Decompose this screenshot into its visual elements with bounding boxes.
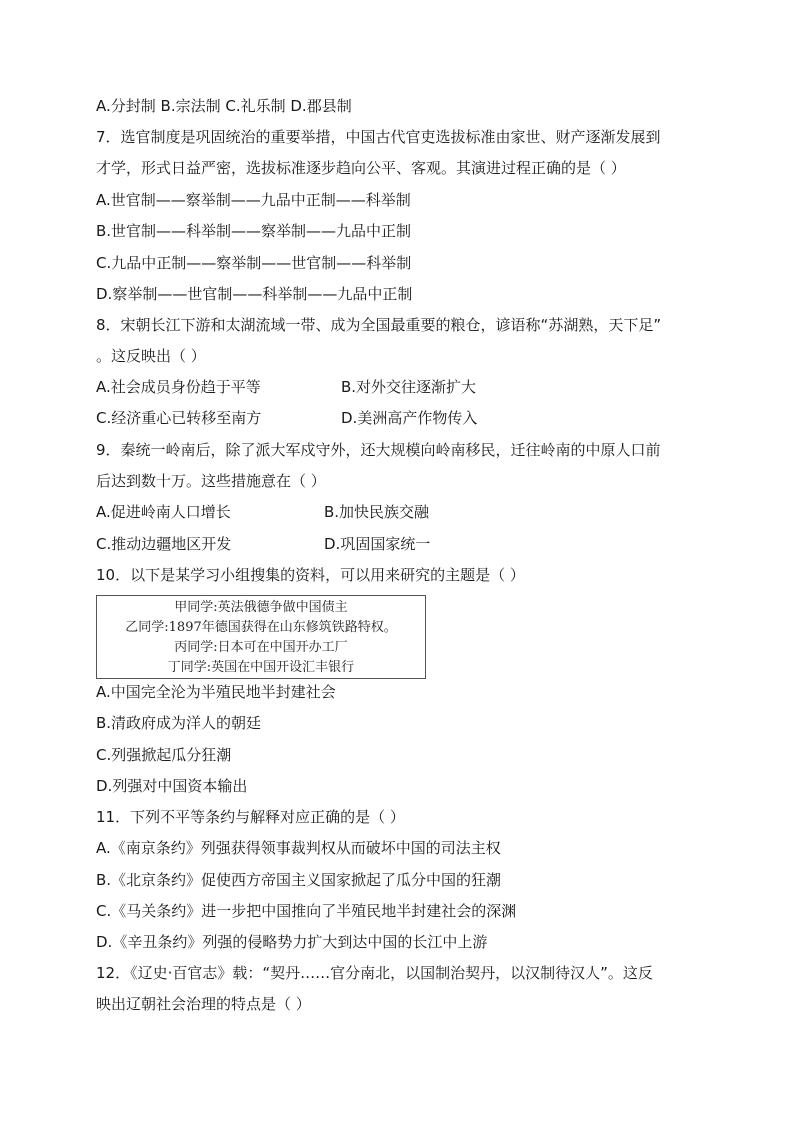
q7-option-c: C.九品中正制——察举制——世官制——科举制: [96, 254, 412, 272]
q9-option-d: D.巩固国家统一: [324, 535, 431, 553]
q10-material-line: 丙同学:日本可在中国开办工厂: [174, 640, 348, 655]
q7-option-b: B.世官制——科举制——察举制——九品中正制: [96, 222, 412, 240]
q6-options: A.分封制 B.宗法制 C.礼乐制 D.郡县制: [96, 97, 352, 115]
q10-material-box: [96, 595, 426, 679]
q7-stem-line-1: 7．选官制度是巩固统治的重要举措，中国古代官吏选拔标准由家世、财产逐渐发展到: [96, 128, 661, 146]
q8-option-c: C.经济重心已转移至南方: [96, 409, 262, 427]
q12-stem-line-1: 12．《辽史·百官志》载：“契丹……官分南北，以国制治契丹，以汉制待汉人”。这反: [96, 964, 653, 982]
q10-option-a: A.中国完全沦为半殖民地半封建社会: [96, 683, 336, 701]
q8-option-a: A.社会成员身份趋于平等: [96, 378, 261, 396]
q12-stem-line-2: 映出辽朝社会治理的特点是（ ）: [96, 995, 311, 1013]
q10-option-c: C.列强掀起瓜分狂潮: [96, 746, 232, 764]
q10-stem: 10．以下是某学习小组搜集的资料，可以用来研究的主题是（ ）: [96, 566, 525, 584]
q10-material-line: 丁同学:英国在中国开设汇丰银行: [167, 660, 355, 675]
q9-option-b: B.加快民族交融: [324, 503, 430, 521]
q11-stem: 11．下列不平等条约与解释对应正确的是（ ）: [96, 808, 405, 826]
q8-stem-line-1: 8．宋朝长江下游和太湖流域一带、成为全国最重要的粮仓，谚语称“苏湖熟，天下足”: [96, 316, 662, 334]
q11-option-b: B.《北京条约》促使西方帝国主义国家掀起了瓜分中国的狂潮: [96, 871, 502, 889]
q11-option-c: C.《马关条约》进一步把中国推向了半殖民地半封建社会的深渊: [96, 902, 517, 920]
q9-option-a: A.促进岭南人口增长: [96, 503, 231, 521]
q10-option-d: D.列强对中国资本输出: [96, 777, 248, 795]
q9-option-c: C.推动边疆地区开发: [96, 535, 232, 553]
q8-option-d: D.美洲高产作物传入: [341, 409, 478, 427]
q8-option-b: B.对外交往逐渐扩大: [341, 378, 477, 396]
q10-material-line: 甲同学:英法俄德争做中国债主: [174, 600, 348, 615]
q9-stem-line-2: 后达到数十万。这些措施意在（ ）: [96, 472, 326, 490]
q10-material-line: 乙同学:1897年德国获得在山东修筑铁路特权。: [125, 620, 397, 635]
q11-option-d: D.《辛丑条约》列强的侵略势力扩大到达中国的长江中上游: [96, 933, 488, 951]
q7-stem-line-2: 才学，形式日益严密，选拔标准逐步趋向公平、客观。其演进过程正确的是（ ）: [96, 159, 626, 177]
q10-option-b: B.清政府成为洋人的朝廷: [96, 714, 262, 732]
q8-stem-line-2: 。这反映出（ ）: [96, 347, 206, 365]
q9-stem-line-1: 9．秦统一岭南后，除了派大军戍守外，还大规模向岭南移民，迁往岭南的中原人口前: [96, 441, 661, 459]
q7-option-d: D.察举制——世官制——科举制——九品中正制: [96, 285, 413, 303]
q11-option-a: A.《南京条约》列强获得领事裁判权从而破坏中国的司法主权: [96, 839, 501, 857]
q7-option-a: A.世官制——察举制——九品中正制——科举制: [96, 191, 411, 209]
